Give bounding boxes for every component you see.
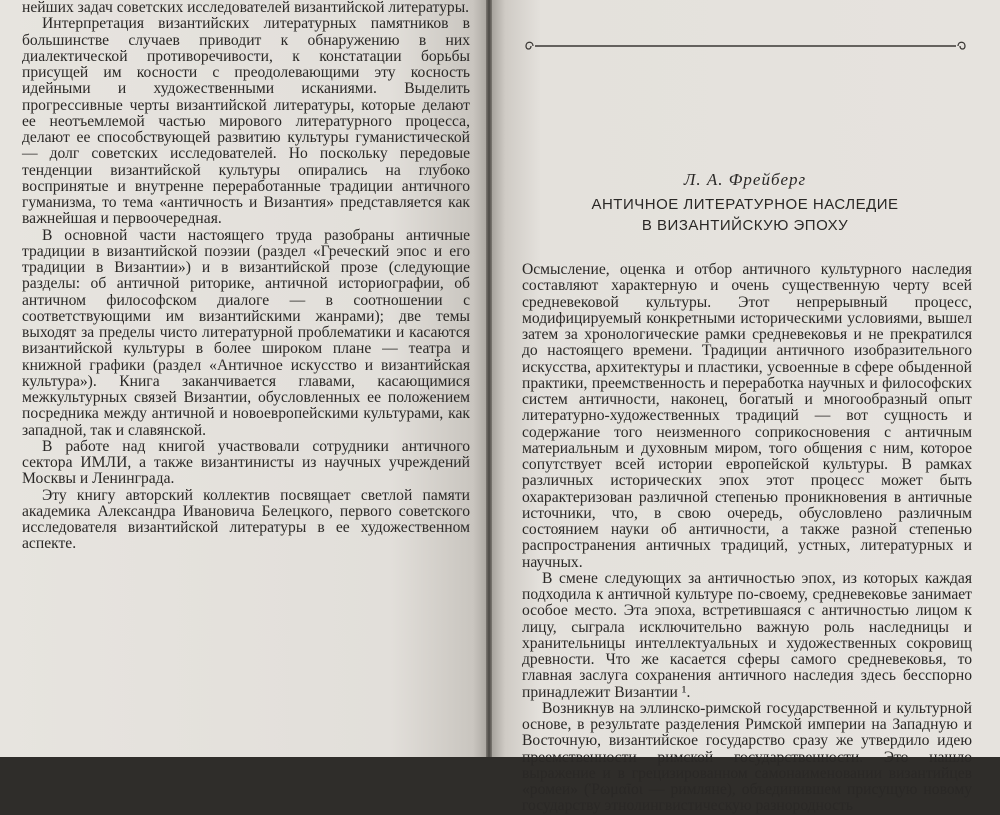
article-title-line-2: В ВИЗАНТИЙСКУЮ ЭПОХУ: [641, 217, 849, 234]
right-page-text: [522, 262, 972, 815]
article-author: Л. А. Фрейберг: [683, 170, 807, 189]
right-paragraph-3: Возникнув на эллинско-римской государственной и культурной основе, в результате разделения Римской империи на Западную и Восточную, византийское государство сразу же утвердило идею преемственности римской государственности. Это нашло выражение и в грецизированном самонаименовании византийцев «ромеи» (Ῥωμαῖοι — римляне), объединившем присущую новому государству этнолингвистическую разнородность: [522, 699, 972, 815]
left-paragraph-5: Эту книгу авторский коллектив посвящает светлой памяти академика Александра Ивановича Белецкого, первого советского исследователя византийской литературы в ее художественном аспекте.: [22, 486, 470, 553]
left-paragraph-4: В работе над книгой участвовали сотрудники античного сектора ИМЛИ, а также византинисты из научных учреждений Москвы и Ленинграда.: [22, 437, 470, 488]
left-page-text: [22, 0, 470, 553]
right-paragraph-1: Осмысление, оценка и отбор античного культурного наследия составляют характерную и очень существенную черту всей средневековой культуры. Этот непрерывный процесс, модифицируемый конкретными историческими условиями, вышел затем за хронологические рамки средневековья и не прекратился до настоящего времени. Традиции античного изобразительного искусства, архитектуры и пластики, усвоенные в сфере обыденной практики, преемственность и переработка научных и философских систем античности, наконец, богатый и многообразный опыт литературно-художественных традиций — вот сущность и содержание того неизменного соприкосновения с античным материальным и духовным миром, того общения с ним, которое сопутствует всей истории европейской культуры. В рамках различных исторических эпох этот процесс может быть охарактеризован различной степенью проникновения в античные источники, что, в свою очередь, обусловлено различным состоянием науки об античности, а также разной степенью распространения античных традиций, устных, литературных и научных.: [522, 261, 972, 571]
book-gutter: [486, 0, 492, 757]
article-title-line-1: АНТИЧНОЕ ЛИТЕРАТУРНОЕ НАСЛЕДИЕ: [591, 196, 899, 213]
ornament-divider: [523, 38, 968, 54]
left-paragraph-1: нейших задач советских исследователей византийской литературы.: [22, 0, 470, 16]
left-page: [0, 0, 488, 757]
article-title: [490, 194, 1000, 236]
left-paragraph-2: Интерпретация византийских литературных памятников в большинстве случаев приводит к обнаружению в них диалектической противоречивости, к констатации борьбы присущей им косности с преодолевающими эту косность идейными и художественными исканиями. Выделить прогрессивные черты византийской литературы, которые делают ее неотъемлемой частью мирового литературного процесса, делают ее способствующей развитию культуры гуманистической — долг советских исследователей. Но поскольку передовые тенденции византийской культуры опирались на глубоко воспринятые и внутренне переработанные традиции античного гуманизма, то тема «античность и Византия» представляется как важнейшая и первоочередная.: [22, 15, 470, 228]
left-paragraph-3: В основной части настоящего труда разобраны античные традиции в византийской поэзии (раздел «Греческий эпос и его традиции в Византии») и в византийской прозе (следующие разделы: об античной риторике, античной историографии, об античном философском диалоге — в соотношении с соответствующими им византийскими жанрами); две темы выходят за пределы чисто литературной проблематики и касаются византийской культуры в более широком плане — театра и книжной графики (раздел «Античное искусство и византийская культура»). Книга заканчивается главами, касающимися межкультурных связей Византии, обусловленных ее положением посредника между античной и новоевропейскими культурами, как западной, так и славянской.: [22, 226, 470, 439]
right-paragraph-2: В смене следующих за античностью эпох, из которых каждая подходила к античной культуре по-своему, средневековье занимает особое место. Эта эпоха, встретившаяся с античностью лицом к лицу, сыграла исключительно важную роль наследницы и хранительницы интеллектуальных и художественных сокровищ древности. Что же касается сферы самого средневековья, то главная заслуга сохранения античного наследия здесь бесспорно принадлежит Византии ¹.: [522, 569, 972, 701]
